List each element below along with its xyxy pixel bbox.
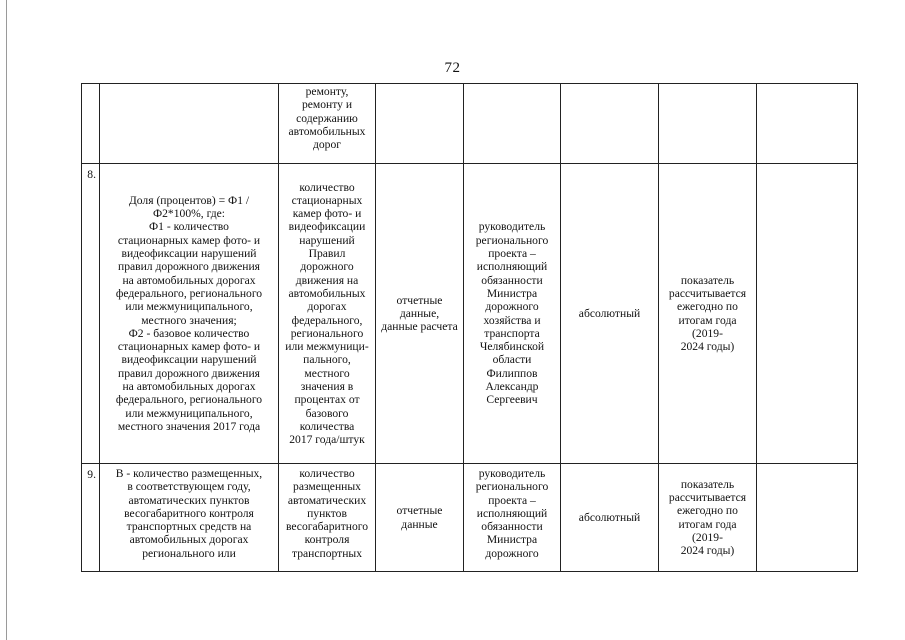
extra-cell: [757, 464, 858, 572]
note-cell: показатель рассчитывается ежегодно по итогам года (2019- 2024 годы): [659, 164, 757, 464]
note-cell: показатель рассчитывается ежегодно по итогам года (2019- 2024 годы): [659, 464, 757, 572]
description-cell: количество стационарных камер фото- и видеофиксации нарушений Правил дорожного движения на автомобильных дорогах федерального, регионального или межмуници- пального, местного значения в процентах от базового количества 2017 года/штук: [279, 164, 376, 464]
note-cell: [659, 84, 757, 164]
extra-cell: [757, 164, 858, 464]
table-row: [82, 164, 858, 464]
description-cell: количество размещенных автоматических пунктов весогабаритного контроля транспортных: [279, 464, 376, 572]
responsible-cell: руководитель регионального проекта – исполняющий обязанности Министра дорожного: [464, 464, 561, 572]
source-cell: отчетные данные, данные расчета: [376, 164, 464, 464]
responsible-cell: [464, 84, 561, 164]
table-row: [82, 84, 858, 164]
extra-cell: [757, 84, 858, 164]
source-cell: отчетные данные: [376, 464, 464, 572]
scan-edge-line: [6, 0, 7, 640]
source-cell: [376, 84, 464, 164]
formula-cell: [100, 84, 279, 164]
type-cell: абсолютный: [561, 164, 659, 464]
formula-cell: Доля (процентов) = Ф1 / Ф2*100%, где: Ф1 - количество стационарных камер фото- и видеофиксации нарушений правил дорожного движения на автомобильных дорогах федерального, регионального или межмуниципального, местного значения; Ф2 - базовое количество стационарных камер фото- и видеофиксации нарушений правил дорожного движения на автомобильных дорогах федерального, регионального или межмуниципального, местного значения 2017 года: [100, 164, 279, 464]
page-number: 72: [444, 60, 461, 76]
row-number-cell: 8.: [82, 164, 100, 464]
description-cell: ремонту, ремонту и содержанию автомобильных дорог: [279, 84, 376, 164]
indicator-table: [81, 83, 858, 572]
responsible-cell: руководитель регионального проекта – исполняющий обязанности Министра дорожного хозяйства и транспорта Челябинской области Филиппов Александр Сергеевич: [464, 164, 561, 464]
table-row: [82, 464, 858, 572]
type-cell: [561, 84, 659, 164]
row-number-cell: 9.: [82, 464, 100, 572]
formula-cell: В - количество размещенных, в соответствующем году, автоматических пунктов весогабаритного контроля транспортных средств на автомобильных дорогах регионального или: [100, 464, 279, 572]
row-number-cell: [82, 84, 100, 164]
type-cell: абсолютный: [561, 464, 659, 572]
